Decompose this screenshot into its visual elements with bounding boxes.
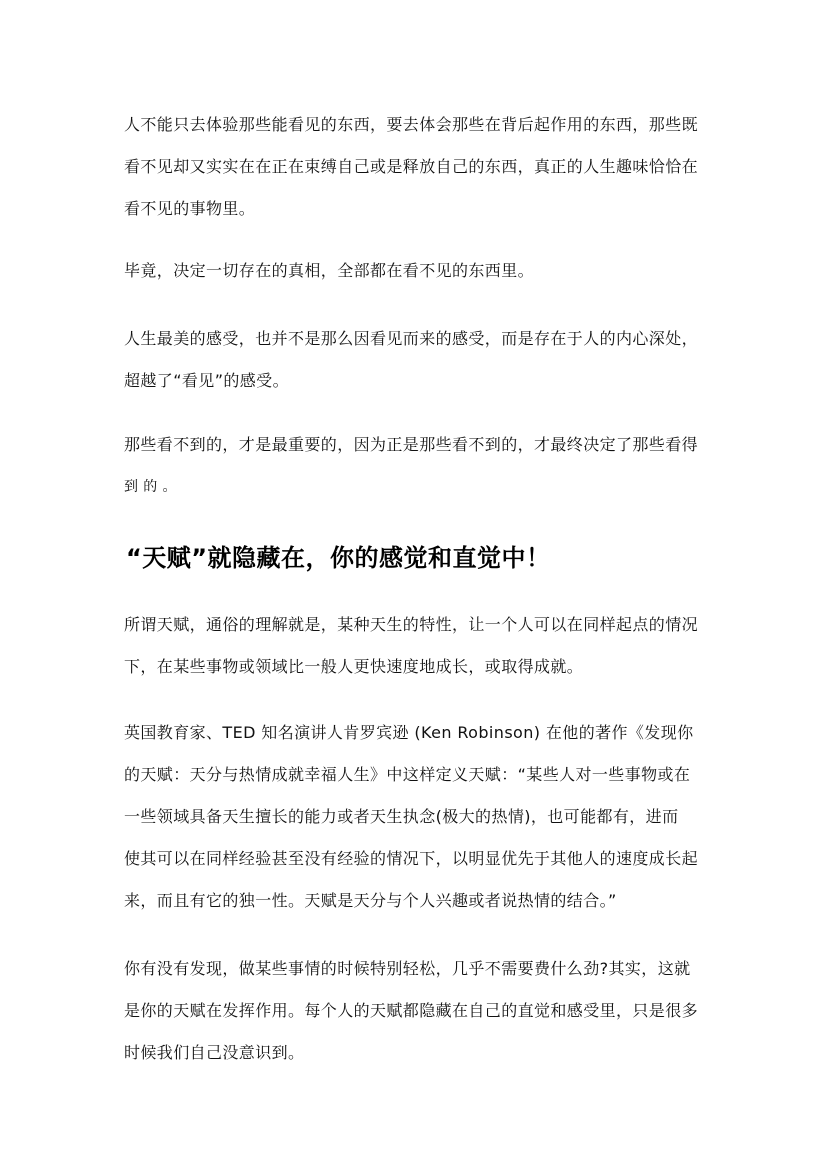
paragraph-talent-at-work [124,948,714,1074]
text-line: 到 的 。 [124,479,177,495]
text-line: 人生最美的感受，也并不是那么因看见而来的感受，而是存在于人的内心深处， [124,329,699,348]
text-line: 的天赋：天分与热情成就幸福人生》中这样定义天赋：“某些人对一些事物或在 [124,765,691,784]
text-line: 下，在某些事物或领域比一般人更快速度地成长，或取得成就。 [124,657,584,676]
text-line: 英国教育家、TED 知名演讲人肯罗宾逊 (Ken Robinson) 在他的著作《发现你 [124,723,694,742]
paragraph-talent-definition [124,604,714,688]
text-line: 你有没有发现，做某些事情的时候特别轻松，几乎不需要费什么劲?其实，这就 [124,959,691,978]
paragraph-invisible-matters [124,424,714,508]
text-line: 来，而且有它的独一性。天赋是天分与个人兴趣或者说热情的结合。” [124,891,617,910]
text-line: 使其可以在同样经验甚至没有经验的情况下，以明显优先于其他人的速度成长起 [124,849,699,868]
text-line: 一些领域具备天生擅长的能力或者天生执念(极大的热情)，也可能都有，进而 [124,807,679,826]
text-line: 人不能只去体验那些能看见的东西，要去体会那些在背后起作用的东西，那些既 [124,115,699,134]
text-line: 是你的天赋在发挥作用。每个人的天赋都隐藏在自己的直觉和感受里，只是很多 [124,1001,699,1020]
text-line: 超越了“看见”的感受。 [124,371,289,390]
text-line: 那些看不到的，才是最重要的，因为正是那些看不到的，才最终决定了那些看得 [124,435,699,454]
paragraph-best-feeling [124,318,714,402]
text-line: 毕竟，决定一切存在的真相，全部都在看不见的东西里。 [124,261,535,280]
text-line: 所谓天赋，通俗的理解就是，某种天生的特性，让一个人可以在同样起点的情况 [124,615,699,634]
paragraph-unseen-things [124,104,714,230]
section-heading: “天赋”就隐藏在，你的感觉和直觉中！ [126,544,551,572]
paragraph-truth [124,250,714,292]
paragraph-ken-robinson-quote [124,712,714,922]
text-line: 时候我们自己没意识到。 [124,1043,305,1062]
text-line: 看不见的事物里。 [124,199,256,218]
text-line: 看不见却又实实在在正在束缚自己或是释放自己的东西，真正的人生趣味恰恰在 [124,157,699,176]
